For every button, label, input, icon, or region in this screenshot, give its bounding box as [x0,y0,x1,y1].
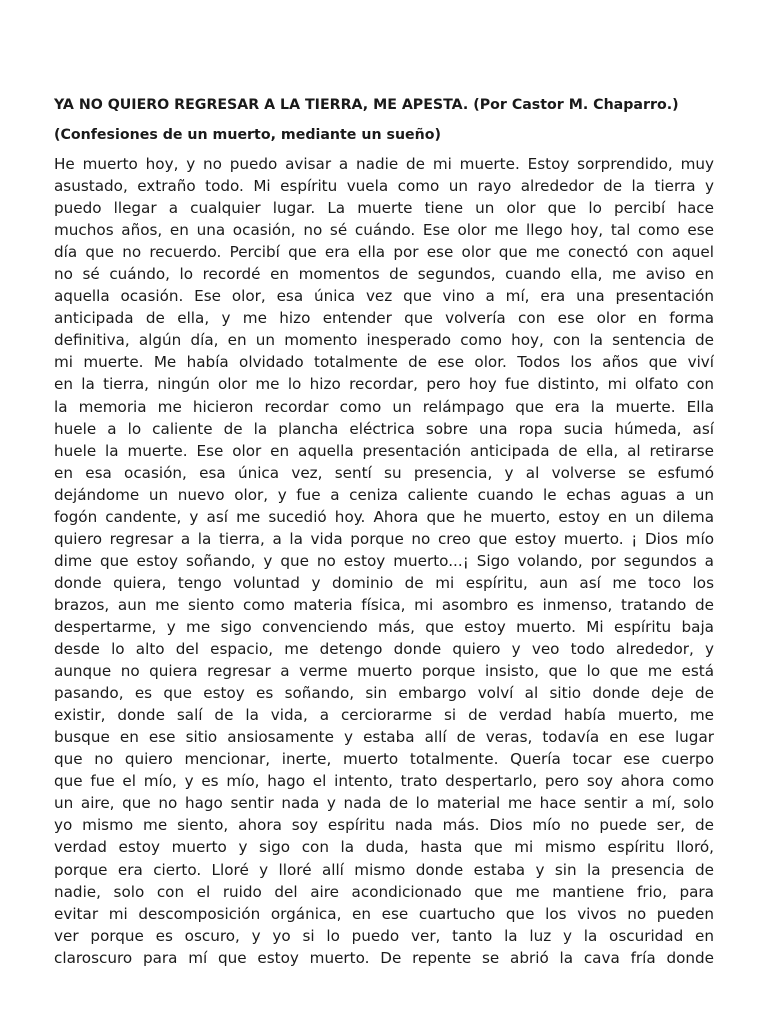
body-line: pasando, es que estoy es soñando, sin embargo volví al sitio donde deje de [54,684,714,703]
document-title: YA NO QUIERO REGRESAR A LA TIERRA, ME APESTA. (Por Castor M. Chaparro.) [54,97,679,113]
body-line: puedo llegar a cualquier lugar. La muerte tiene un olor que lo percibí hace [54,199,714,218]
body-line: evitar mi descomposición orgánica, en ese cuartucho que los vivos no pueden [54,904,714,923]
body-line: existir, donde salí de la vida, a cerciorarme si de verdad había muerto, me [54,706,714,725]
body-line: desde lo alto del espacio, me detengo donde quiero y veo todo alrededor, y [54,640,714,659]
body-line: despertarme, y me sigo convenciendo más, que estoy muerto. Mi espíritu baja [54,617,714,636]
body-line: busque en ese sitio ansiosamente y estaba allí de veras, todavía en ese lugar [54,728,714,747]
body-line: día que no recuerdo. Percibí que era ella por ese olor que me conectó con aquel [54,243,714,262]
body-line: huele la muerte. Ese olor en aquella presentación anticipada de ella, al retirarse [54,441,714,460]
body-line: la memoria me hicieron recordar como un relámpago que era la muerte. Ella [54,397,714,416]
document-subtitle: (Confesiones de un muerto, mediante un sueño) [54,127,441,143]
body-line: brazos, aun me siento como materia física, mi asombro es inmenso, tratando de [54,595,714,614]
body-line: no sé cuándo, lo recordé en momentos de segundos, cuando ella, me aviso en [54,265,714,284]
body-line: porque era cierto. Lloré y lloré allí mismo donde estaba y sin la presencia de [54,860,714,879]
body-line: fogón candente, y así me sucedió hoy. Ahora que he muerto, estoy en un dilema [54,507,714,526]
body-line: yo mismo me siento, ahora soy espíritu nada más. Dios mío no puede ser, de [54,816,714,835]
document-content [54,95,714,969]
body-line: dejándome un nuevo olor, y fue a ceniza caliente cuando le echas aguas a un [54,485,714,504]
body-text [54,153,714,969]
body-line: ver porque es oscuro, y yo si lo puedo ver, tanto la luz y la oscuridad en [54,926,714,945]
body-line: que fue el mío, y es mío, hago el intento, trato despertarlo, pero soy ahora como [54,772,714,791]
body-line: He muerto hoy, y no puedo avisar a nadie de mi muerte. Estoy sorprendido, muy [54,155,714,173]
body-line: aquella ocasión. Ese olor, esa única vez que vino a mí, era una presentación [54,287,714,306]
body-line: mi muerte. Me había olvidado totalmente de ese olor. Todos los años que viví [54,353,714,372]
body-line: en la tierra, ningún olor me lo hizo recordar, pero hoy fue distinto, mi olfato con [54,375,714,394]
body-line: donde quiera, tengo voluntad y dominio de mi espíritu, aun así me toco los [54,573,714,592]
body-line: aunque no quiera regresar a verme muerto porque insisto, que lo que me está [54,662,714,681]
body-line: en esa ocasión, esa única vez, sentí su presencia, y al volverse se esfumó [54,463,714,482]
body-line: quiero regresar a la tierra, a la vida porque no creo que estoy muerto. ¡ Dios mío [54,529,714,548]
body-line: claroscuro para mí que estoy muerto. De repente se abrió la cava fría donde [54,948,714,967]
body-line: verdad estoy muerto y sigo con la duda, hasta que mi mismo espíritu lloró, [54,838,714,857]
body-line: definitiva, algún día, en un momento inesperado como hoy, con la sentencia de [54,331,714,350]
body-line: que no quiero mencionar, inerte, muerto totalmente. Quería tocar ese cuerpo [54,750,714,769]
body-line: asustado, extraño todo. Mi espíritu vuela como un rayo alrededor de la tierra y [54,177,714,196]
body-line: dime que estoy soñando, y que no estoy muerto...¡ Sigo volando, por segundos a [54,551,714,570]
body-line: nadie, solo con el ruido del aire acondicionado que me mantiene frio, para [54,882,714,901]
body-line: anticipada de ella, y me hizo entender que volvería con ese olor en forma [54,309,714,328]
body-line: huele a lo caliente de la plancha eléctrica sobre una ropa sucia húmeda, así [54,419,714,438]
body-line: un aire, que no hago sentir nada y nada de lo material me hace sentir a mí, solo [54,794,714,813]
body-line: muchos años, en una ocasión, no sé cuándo. Ese olor me llego hoy, tal como ese [54,221,714,240]
